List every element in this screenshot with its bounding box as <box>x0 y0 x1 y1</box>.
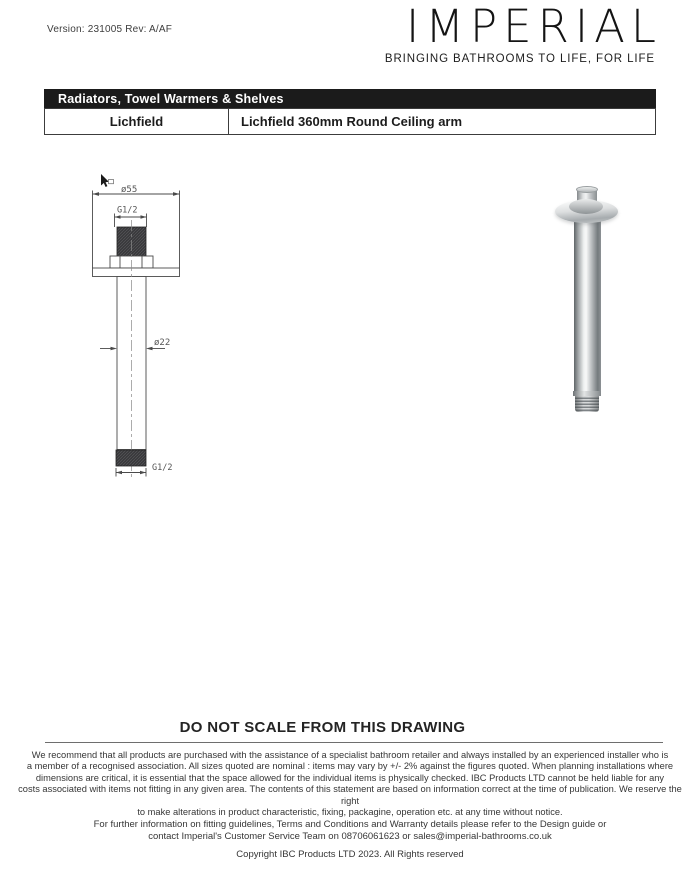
further-info-line: contact Imperial's Customer Service Team on 08706061623 or sales@imperial-bathrooms.co.uk <box>148 831 552 842</box>
disclaimer-line: dimensions are critical, it is essential that the space allowed for the individual items is physically checked. IBC Products LTD cannot be held liable for any <box>35 772 665 783</box>
dim-label-tube: ø22 <box>154 338 171 348</box>
mouse-cursor-icon <box>101 174 114 187</box>
photo-flange-dome <box>569 199 603 214</box>
product-photo <box>555 186 619 414</box>
photo-arm-tube <box>574 212 601 392</box>
dim-label-thread-bottom: G1/2 <box>152 463 173 473</box>
drawing-flange <box>93 268 180 277</box>
footer-divider <box>45 742 663 743</box>
category-bar-label: Radiators, Towel Warmers & Shelves <box>58 91 284 106</box>
disclaimer-line: costs associated with items not fitting in any given area. The contents of this statement are based on information correct at the time of publication. We reserve the right <box>18 784 682 806</box>
photo-bottom-thread <box>575 396 599 412</box>
drawing-thread-bottom <box>116 450 146 466</box>
further-info-block <box>40 819 660 843</box>
brand-tagline: BRINGING BATHROOMS TO LIFE, FOR LIFE <box>384 53 655 65</box>
photo-top-cap <box>576 186 598 193</box>
disclaimer-line: a member of a recognised association. All sizes quoted are nominal : items may vary by +/- 2% against the figures quoted. When planning installations where <box>26 761 674 772</box>
further-info-line: For further information on fitting guidelines, Terms and Conditions and Warranty details please refer to the Design guide or <box>93 819 607 830</box>
copyright-line: Copyright IBC Products LTD 2023. All Rights reserved <box>236 849 464 860</box>
product-description-cell: Lichfield 360mm Round Ceiling arm <box>241 114 463 129</box>
product-table <box>44 108 656 135</box>
product-range-cell: Lichfield <box>45 109 229 134</box>
version-label: Version: 231005 Rev: A/AF <box>47 24 173 35</box>
brand-logo: IMPERIAL <box>405 0 662 53</box>
disclaimer-line: We recommend that all products are purchased with the assistance of a specialist bathroom retailer and always installed by an experienced installer who is <box>31 750 669 760</box>
brand-block <box>384 0 662 65</box>
dim-label-flange: ø55 <box>121 185 138 195</box>
disclaimer-block <box>12 750 688 818</box>
dim-label-thread-top: G1/2 <box>117 205 138 216</box>
category-bar <box>44 89 656 108</box>
do-not-scale-note: DO NOT SCALE FROM THIS DRAWING <box>179 719 466 736</box>
disclaimer-line: to make alterations in product characteristic, fixing, packagine, operation etc. at any time without notice. <box>137 807 563 818</box>
technical-drawing <box>75 165 275 485</box>
